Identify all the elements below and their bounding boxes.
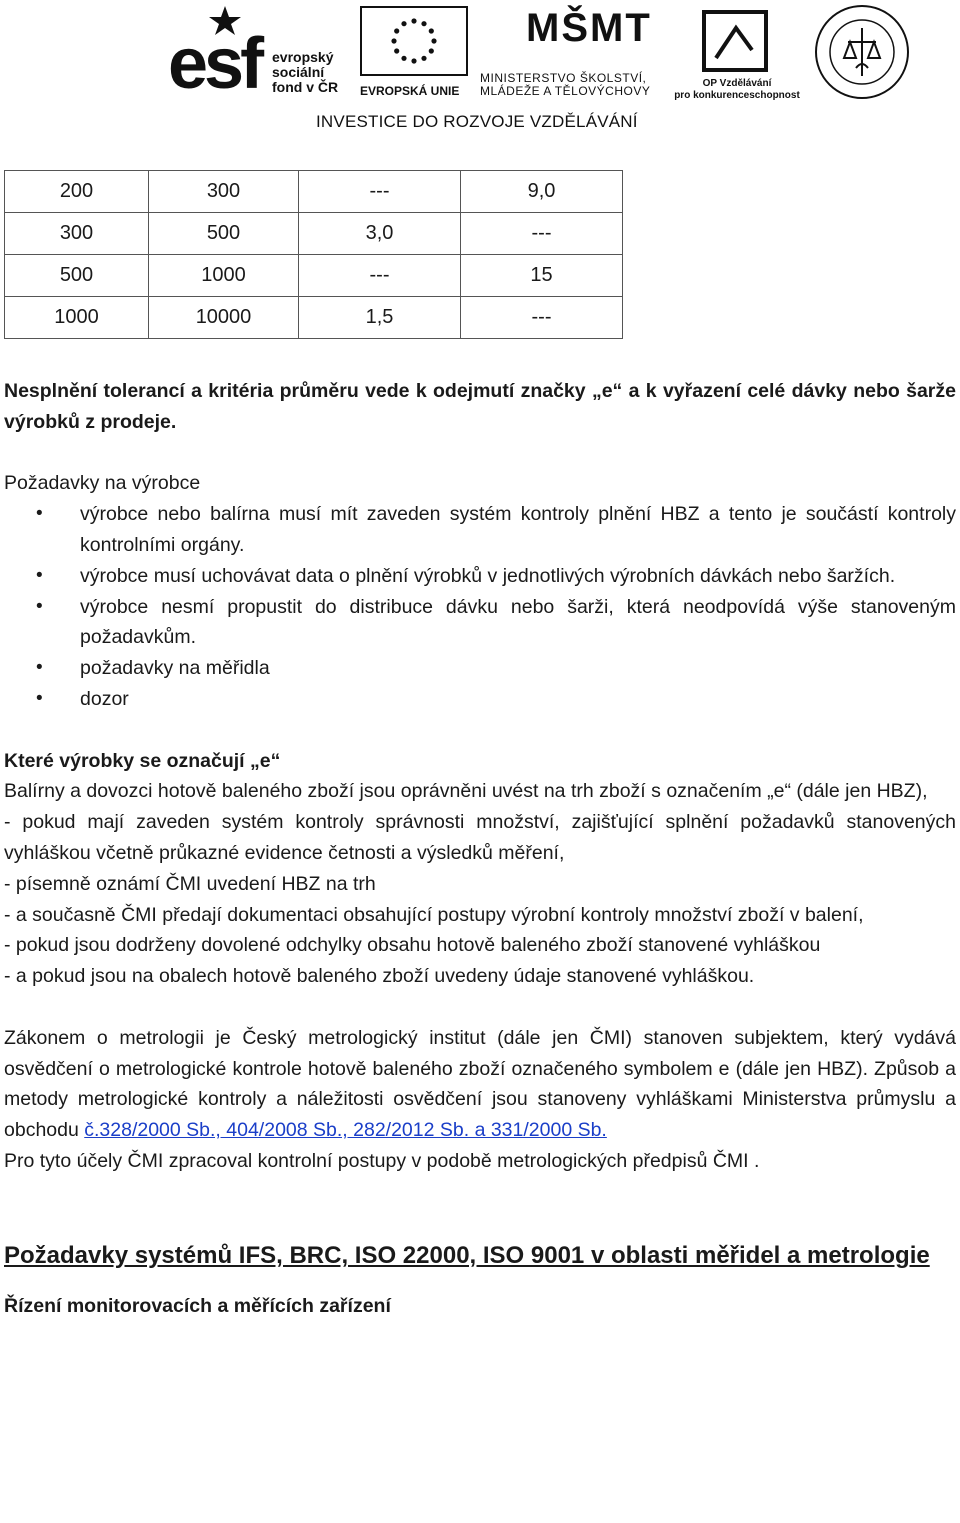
list-item: • výrobce nesmí propustit do distribuce dávku nebo šarži, která neodpovídá výše stanoveným požadavkům.: [4, 592, 956, 654]
law-paragraph: [4, 1023, 956, 1146]
document-body: [4, 376, 956, 1322]
eu-flag-icon: [360, 6, 468, 76]
eu-logo: [360, 6, 470, 98]
which-products-heading: Které výrobky se označují „e“: [4, 749, 281, 772]
sub-heading: Řízení monitorovacích a měřících zařízení: [4, 1295, 391, 1318]
msmt-logo: [480, 6, 670, 98]
law-link[interactable]: č.328/2000 Sb., 404/2008 Sb., 282/2012 Sb. a 331/2000 Sb.: [84, 1119, 607, 1142]
op-label: [672, 78, 802, 102]
section-heading: Požadavky systémů IFS, BRC, ISO 22000, ISO 9001 v oblasti měřidel a metrologie: [4, 1242, 930, 1270]
msmt-label-line: MLÁDEŽE A TĚLOVÝCHOVY: [480, 84, 651, 98]
list-item: • výrobce nebo balírna musí mít zaveden systém kontroly plnění HBZ a tento je součástí kontroly kontrolními orgány.: [4, 499, 956, 561]
requirements-list: [4, 499, 956, 715]
table-cell: 3,0: [299, 213, 461, 255]
table-cell: ---: [461, 297, 623, 339]
table-cell: 300: [149, 171, 299, 213]
table-cell: 300: [5, 213, 149, 255]
esf-logo: [168, 6, 354, 104]
table-cell: 9,0: [461, 171, 623, 213]
table-cell: ---: [461, 213, 623, 255]
esf-subtitle: [272, 50, 338, 95]
table-cell: 10000: [149, 297, 299, 339]
table-cell: 1,5: [299, 297, 461, 339]
esf-subtitle-line: evropský: [272, 49, 334, 65]
table-cell: 500: [5, 255, 149, 297]
which-line: - a současně ČMI předají dokumentaci obsahující postupy výrobní kontroly množství zboží v balení,: [4, 903, 864, 926]
list-item: • požadavky na měřidla: [4, 653, 956, 684]
eu-stars-icon: [362, 8, 466, 74]
table-row: [5, 297, 623, 339]
eu-label: EVROPSKÁ UNIE: [360, 84, 460, 98]
msmt-mark: MŠMT: [526, 6, 652, 50]
table-cell: 1000: [5, 297, 149, 339]
tolerance-table: [4, 170, 623, 339]
which-line: - a pokud jsou na obalech hotově baleného zboží uvedeny údaje stanovené vyhláškou.: [4, 965, 755, 988]
warning-paragraph: Nesplnění tolerancí a kritéria průměru vede k odejmutí značky „e“ a k vyřazení celé dávky nebo šarže výrobků z prodeje.: [4, 380, 956, 433]
which-line: Balírny a dovozci hotově baleného zboží jsou oprávněni uvést na trh zboží s označením „e“ (dále jen HBZ),: [4, 780, 928, 803]
table-cell: 15: [461, 255, 623, 297]
table-cell: 500: [149, 213, 299, 255]
esf-logo-text: esf: [168, 24, 261, 104]
cmi-paragraph: Pro tyto účely ČMI zpracoval kontrolní postupy v podobě metrologických předpisů ČMI .: [4, 1149, 760, 1172]
which-line: - pokud mají zaveden systém kontroly správnosti množství, zajišťující splnění požadavků stanovených vyhláškou včetně průkazné evidence četnosti a výsledků měření,: [4, 811, 956, 864]
table-cell: ---: [299, 171, 461, 213]
which-line: - písemně oznámí ČMI uvedení HBZ na trh: [4, 872, 376, 895]
invest-slogan: INVESTICE DO ROZVOJE VZDĚLÁVÁNÍ: [316, 112, 638, 131]
list-item: • dozor: [4, 684, 956, 715]
table-cell: ---: [299, 255, 461, 297]
requirements-heading: Požadavky na výrobce: [4, 472, 201, 495]
msmt-label-line: MINISTERSTVO ŠKOLSTVÍ,: [480, 71, 647, 85]
header-logos: [0, 0, 960, 140]
university-seal: [812, 2, 912, 102]
list-item: • výrobce musí uchovávat data o plnění výrobků v jednotlivých výrobních dávkách nebo šaržích.: [4, 561, 956, 592]
msmt-label: [480, 72, 650, 98]
esf-subtitle-line: sociální: [272, 64, 325, 80]
table-cell: 1000: [149, 255, 299, 297]
esf-subtitle-line: fond v ČR: [272, 79, 339, 95]
op-label-line: OP Vzdělávání: [702, 78, 772, 89]
op-frame-icon: [702, 10, 768, 72]
law-text: Zákonem o metrologii je Český metrologický institut (dále jen ČMI) stanoven subjektem, který vydává osvědčení o metrologické kontrole hotově baleného zboží označeného symbolem e (dále jen HBZ). Způsob a metody metrologické kontroly a náležitosti osvědčení jsou stanoveny vyhláškami Ministerstva průmyslu a obchodu: [4, 1026, 956, 1142]
op-arrow-icon: [706, 14, 764, 68]
table-row: [5, 171, 623, 213]
table-row: [5, 213, 623, 255]
university-seal-icon: [812, 2, 912, 102]
op-logo: [672, 6, 802, 101]
table-cell: 200: [5, 171, 149, 213]
which-line: - pokud jsou dodrženy dovolené odchylky obsahu hotově baleného zboží stanovené vyhláškou: [4, 934, 821, 957]
table-row: [5, 255, 623, 297]
op-label-line: pro konkurenceschopnost: [674, 90, 800, 101]
